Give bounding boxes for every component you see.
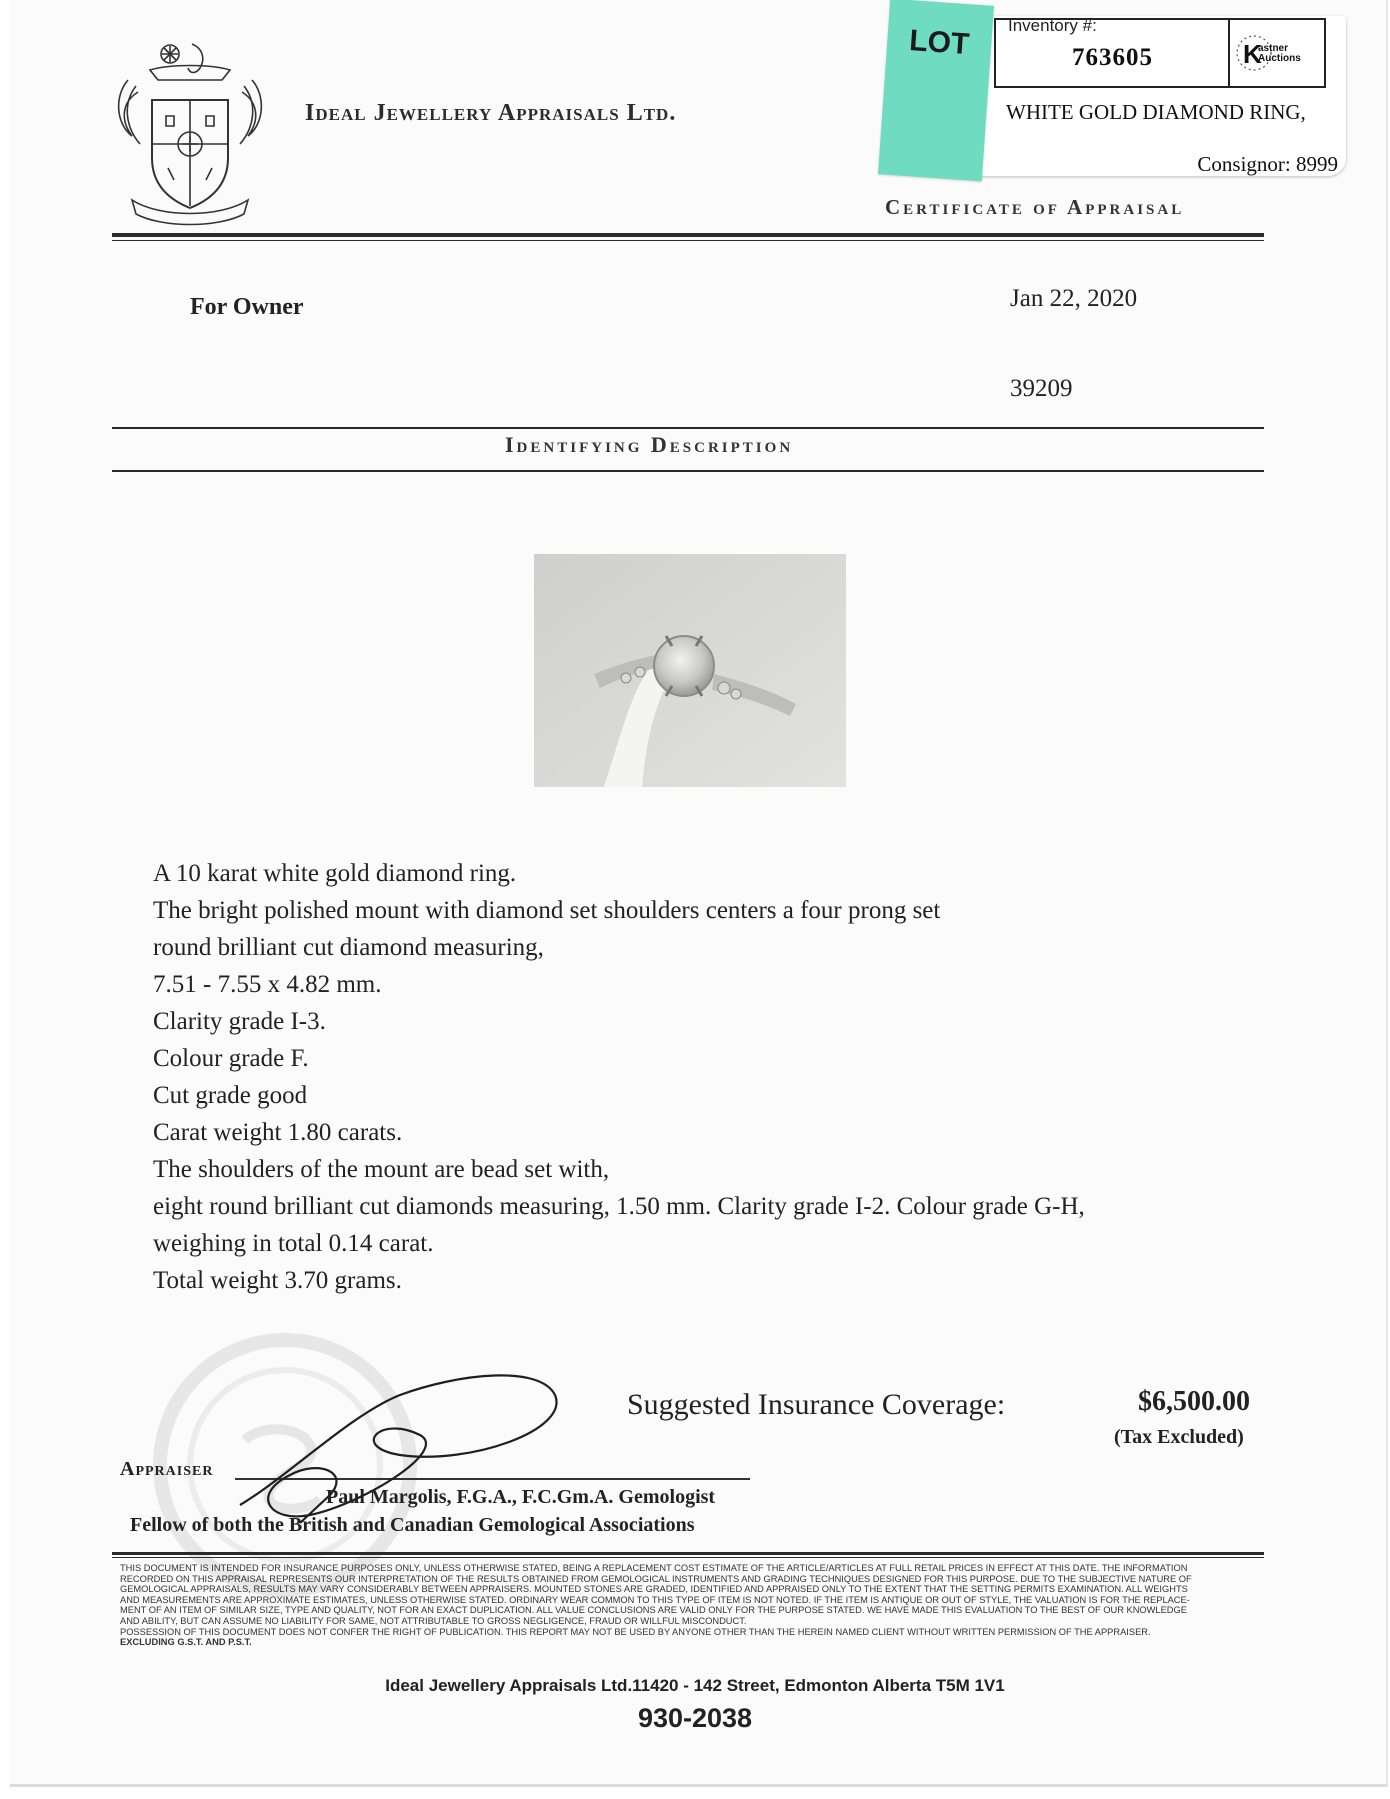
disclaimer-line: RECORDED ON THIS APPRAISAL REPRESENTS OUR INTERPRETATION OF THE RESULTS OBTAINED FROM GEMOLOGICAL INSTRUMENTS AND GRADING TECHNIQUES DESIGNED FOR THIS PURPOSE. DUE TO THE SUBJECTIVE NATURE OF [120,1573,1192,1584]
insurance-coverage-label: Suggested Insurance Coverage: [627,1388,1006,1421]
lot-tag-text: LOT [908,24,971,62]
appraisal-date: Jan 22, 2020 [1010,285,1138,312]
footer-address: Ideal Jewellery Appraisals Ltd.11420 - 142 Street, Edmonton Alberta T5M 1V1 [385,1676,1005,1695]
header-divider-thick [112,233,1264,237]
description-line: Colour grade F. [153,1045,309,1072]
description-line: Total weight 3.70 grams. [153,1267,402,1294]
footer-phone: 930-2038 [637,1703,753,1733]
description-line: Carat weight 1.80 carats. [153,1119,403,1146]
description-line: eight round brilliant cut diamonds measuring, 1.50 mm. Clarity grade I-2. Colour grade G-H, [153,1193,1085,1220]
certificate-title: Certificate of Appraisal [885,195,1185,219]
footer-divider-thick [112,1552,1264,1555]
description-line: Clarity grade I-3. [153,1008,326,1035]
description-line: Cut grade good [153,1082,308,1109]
disclaimer-line: AND MEASUREMENTS ARE APPROXIMATE ESTIMATES, UNLESS OTHERWISE STATED. ORDINARY WEAR COMMON TO THIS TYPE OF ITEM IS NOT NOTED. IF THE ITEM IS ANTIQUE OR OUT OF STYLE, THE VALUATION IS FOR THE REPLACE- [120,1594,1190,1605]
description-line: round brilliant cut diamond measuring, [153,934,544,961]
inventory-caption: Inventory #: [1008,16,1097,35]
appraiser-fellowship: Fellow of both the British and Canadian Gemological Associations [130,1514,695,1536]
insurance-coverage-amount: $6,500.00 [1138,1386,1250,1417]
disclaimer-line: THIS DOCUMENT IS INTENDED FOR INSURANCE PURPOSES ONLY, UNLESS OTHERWISE STATED, BEING A REPLACEMENT COST ESTIMATE OF THE ARTICLE/ARTICLES AT FULL RETAIL PRICES IN EFFECT AT THIS DATE. THE INFORMATION [120,1563,1188,1573]
tax-note: EXCLUDING G.S.T. AND P.S.T. [120,1637,252,1648]
ring-image [534,554,846,787]
disclaimer-line: AND ABILITY, BUT CAN ASSUME NO LIABILITY FOR SAME, NOT ATTRIBUTABLE TO GROSS NEGLIGENCE, FRAUD OR WILLFUL MISCONDUCT. [120,1615,747,1626]
auction-logo-text: astner Auctions [1258,43,1301,64]
description-line: A 10 karat white gold diamond ring. [153,860,517,887]
disclaimer-line: MENT OF AN ITEM OF SIMILAR SIZE, TYPE AND QUALITY, NOT FOR AN EXACT DUPLICATION. ALL VALUE CONCLUSIONS ARE VALID ONLY FOR THE PURPOSE STATED. WE HAVE MADE THIS EVALUATION TO THE BEST OF OUR KNOWLEDGE [120,1605,1187,1616]
inventory-number: 763605 [1072,44,1153,71]
description-line: 7.51 - 7.55 x 4.82 mm. [153,971,382,998]
company-name: Ideal Jewellery Appraisals Ltd. [305,100,677,126]
owner-label: For Owner [190,294,304,320]
auction-logo-letter: K [1243,39,1262,69]
auction-house-logo [1236,30,1318,76]
identifying-description [153,855,1085,1299]
footer-divider-thin [112,1557,1264,1558]
lot-item-description: WHITE GOLD DIAMOND RING, [1006,100,1306,124]
description-line: weighing in total 0.14 carat. [153,1230,434,1257]
section-divider-bottom [112,470,1264,472]
ring-photo [534,554,846,787]
disclaimer-line: POSSESSION OF THIS DOCUMENT DOES NOT CONFER THE RIGHT OF PUBLICATION. THIS REPORT MAY NOT BE USED BY ANYONE OTHER THAN THE HEREIN NAMED CLIENT WITHOUT WRITTEN PERMISSION OF THE APPRAISER. [120,1626,1151,1637]
coat-of-arms-icon [110,40,270,230]
header-divider-thin [112,240,1264,241]
section-title: Identifying Description [505,432,794,457]
appraisal-reference-number: 39209 [1010,375,1073,402]
description-line: The shoulders of the mount are bead set with, [153,1156,610,1183]
appraiser-name: Paul Margolis, F.G.A., F.C.Gm.A. Gemologist [326,1486,716,1508]
section-divider-top [112,427,1264,429]
lot-tag [878,0,994,181]
appraiser-label: Appraiser [120,1458,214,1480]
consignor-number: Consignor: 8999 [1197,152,1338,176]
description-line: The bright polished mount with diamond set shoulders centers a four prong set [153,897,941,924]
inventory-grid [994,18,1326,88]
tax-excluded-note: (Tax Excluded) [1114,1426,1244,1448]
disclaimer-line: GEMOLOGICAL APPRAISALS, RESULTS MAY VARY CONSIDERABLY BETWEEN APPRAISERS. MOUNTED STONES ARE GRADED, IDENTIFIED AND APPRAISED ONLY TO THE EXTENT THAT THE SETTING PERMITS EXAMINATION. ALL WEIGHTS [120,1584,1188,1595]
auction-inventory-label [978,16,1346,176]
disclaimer-fine-print [120,1563,1272,1648]
